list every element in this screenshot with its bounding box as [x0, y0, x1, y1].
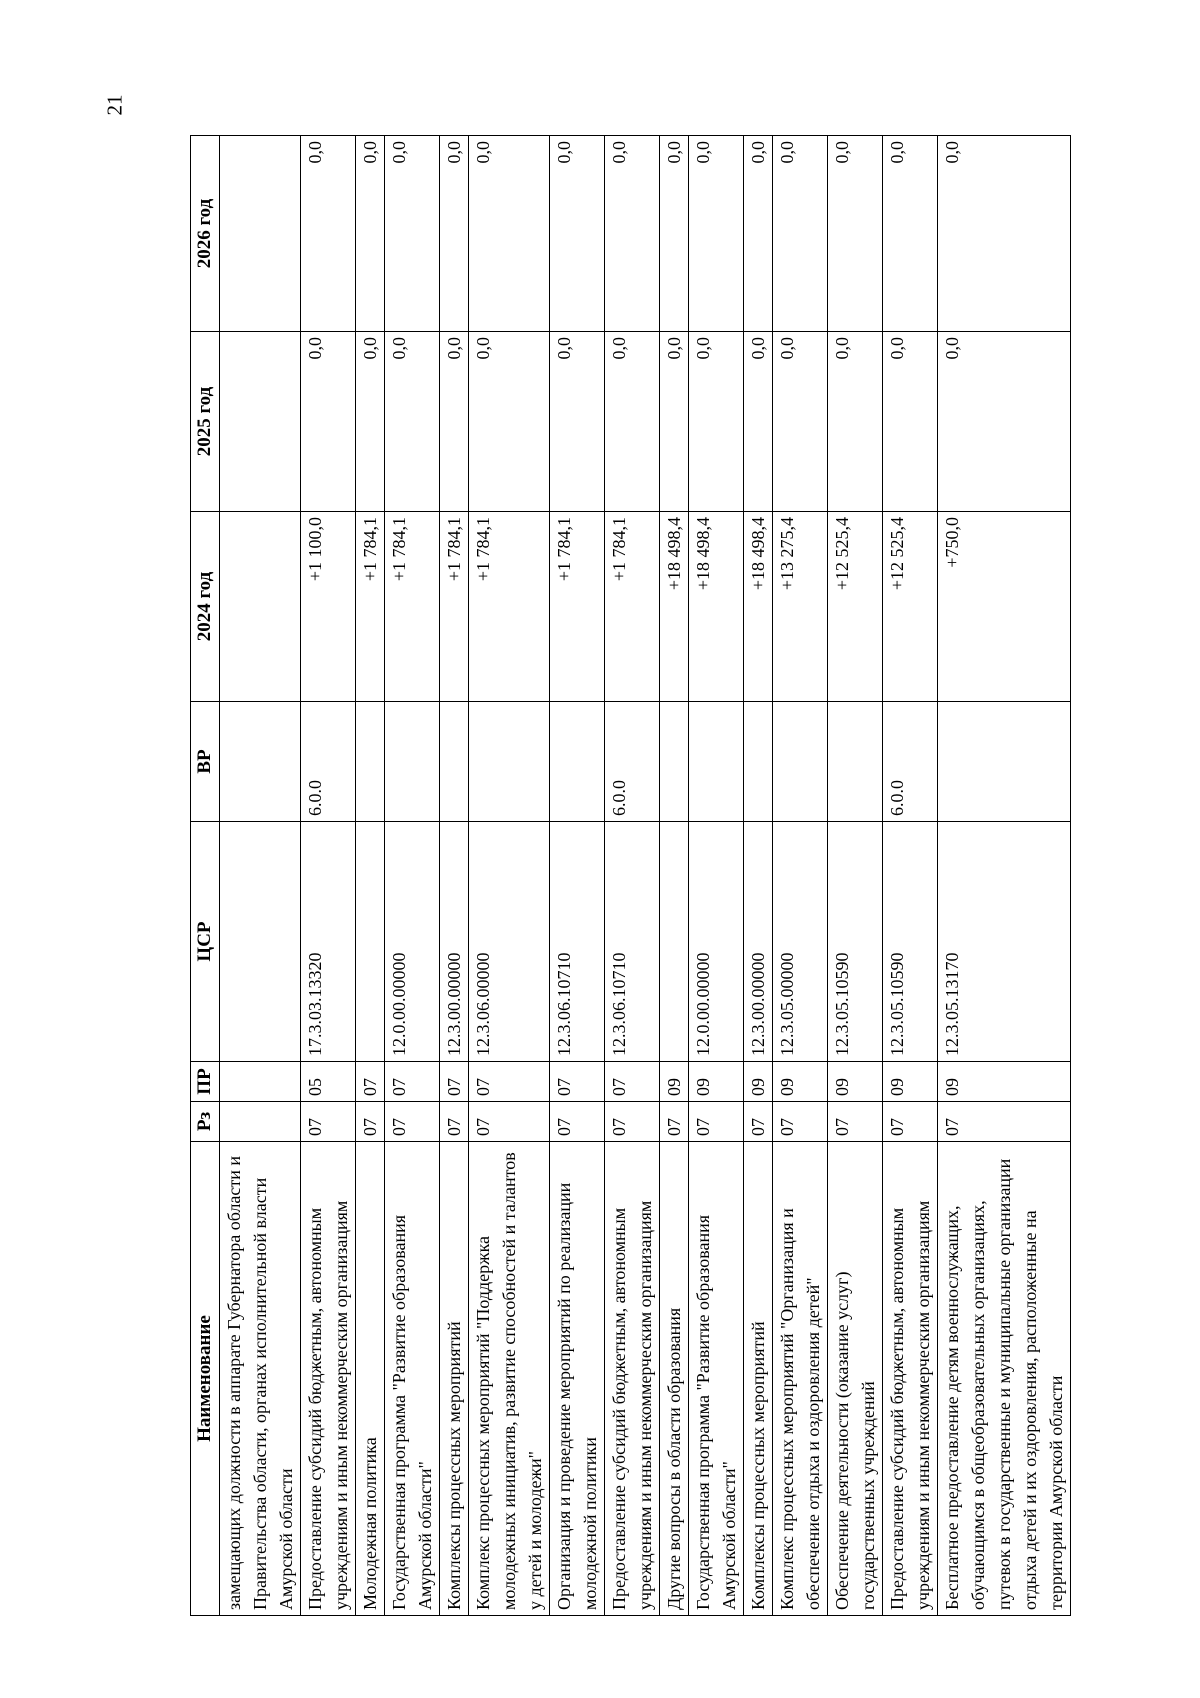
row-2026-cell: [220, 136, 301, 332]
row-rz-cell: 07: [469, 1102, 550, 1142]
row-2025-cell: 0,0: [469, 332, 550, 512]
row-csr-cell: [660, 822, 689, 1062]
row-2026-cell: 0,0: [828, 136, 883, 332]
row-rz-cell: [220, 1102, 301, 1142]
row-2024-cell: +18 498,4: [660, 512, 689, 702]
row-vr-cell: [773, 702, 828, 822]
row-2026-cell: 0,0: [385, 136, 440, 332]
row-rz-cell: 07: [356, 1102, 385, 1142]
row-vr-cell: [220, 702, 301, 822]
row-name-cell: Комплекс процессных мероприятий "Организация и обеспечение отдыха и оздоровления детей": [773, 1142, 828, 1616]
row-2024-cell: +18 498,4: [689, 512, 744, 702]
row-vr-cell: [440, 702, 469, 822]
row-2025-cell: 0,0: [550, 332, 605, 512]
row-name-cell: замещающих должности в аппарате Губернатора области и Правительства области, органах исполнительной власти Амурской области: [220, 1142, 301, 1616]
row-csr-cell: 12.3.06.10710: [550, 822, 605, 1062]
row-csr-cell: [220, 822, 301, 1062]
row-name-cell: Предоставление субсидий бюджетным, автономным учреждениям и иным некоммерческим организациям: [605, 1142, 660, 1616]
header-rz: Рз: [191, 1102, 220, 1142]
row-2026-cell: 0,0: [440, 136, 469, 332]
row-2025-cell: 0,0: [828, 332, 883, 512]
row-2024-cell: +12 525,4: [883, 512, 938, 702]
row-csr-cell: 12.3.06.00000: [469, 822, 550, 1062]
row-name-cell: Обеспечение деятельности (оказание услуг) государственных учреждений: [828, 1142, 883, 1616]
row-2026-cell: 0,0: [938, 136, 1071, 332]
row-2026-cell: 0,0: [605, 136, 660, 332]
row-name-cell: Комплексы процессных мероприятий: [744, 1142, 773, 1616]
row-pr-cell: 07: [385, 1062, 440, 1102]
row-pr-cell: 09: [744, 1062, 773, 1102]
row-name-cell: Бесплатное предоставление детям военнослужащих, обучающимся в общеобразовательных организациях, путевок в государственные и муниципальные организации отдыха детей и их оздоровления, расположенные на территории Амурской области: [938, 1142, 1071, 1616]
header-csr: ЦСР: [191, 822, 220, 1062]
row-2025-cell: 0,0: [385, 332, 440, 512]
row-csr-cell: 12.0.00.00000: [689, 822, 744, 1062]
row-name-cell: Государственная программа "Развитие образования Амурской области": [385, 1142, 440, 1616]
row-2025-cell: 0,0: [744, 332, 773, 512]
row-2026-cell: 0,0: [301, 136, 356, 332]
row-2026-cell: 0,0: [689, 136, 744, 332]
row-name-cell: Другие вопросы в области образования: [660, 1142, 689, 1616]
row-vr-cell: [356, 702, 385, 822]
row-vr-cell: [744, 702, 773, 822]
row-2026-cell: 0,0: [356, 136, 385, 332]
row-csr-cell: 12.3.00.00000: [744, 822, 773, 1062]
row-2026-cell: 0,0: [773, 136, 828, 332]
row-2026-cell: 0,0: [469, 136, 550, 332]
row-2024-cell: +1 784,1: [356, 512, 385, 702]
table-row: [356, 136, 385, 1616]
row-2024-cell: +1 784,1: [440, 512, 469, 702]
row-2025-cell: 0,0: [440, 332, 469, 512]
table-row: [689, 136, 744, 1616]
table-body: [220, 136, 1071, 1616]
table-row: [385, 136, 440, 1616]
row-rz-cell: 07: [828, 1102, 883, 1142]
budget-table-frame: [190, 136, 1066, 1616]
row-csr-cell: 12.0.00.00000: [385, 822, 440, 1062]
page-number: 21: [102, 94, 126, 116]
row-vr-cell: [689, 702, 744, 822]
row-2025-cell: 0,0: [689, 332, 744, 512]
row-2024-cell: +1 784,1: [469, 512, 550, 702]
table-row: [605, 136, 660, 1616]
row-csr-cell: 12.3.06.10710: [605, 822, 660, 1062]
table-row: [773, 136, 828, 1616]
row-vr-cell: 6.0.0: [605, 702, 660, 822]
row-name-cell: Предоставление субсидий бюджетным, автономным учреждениям и иным некоммерческим организациям: [883, 1142, 938, 1616]
row-csr-cell: 12.3.00.00000: [440, 822, 469, 1062]
row-name-cell: Предоставление субсидий бюджетным, автономным учреждениям и иным некоммерческим организациям: [301, 1142, 356, 1616]
table-row: [220, 136, 301, 1616]
row-pr-cell: 09: [773, 1062, 828, 1102]
row-vr-cell: 6.0.0: [883, 702, 938, 822]
header-2025: 2025 год: [191, 332, 220, 512]
table-row: [744, 136, 773, 1616]
header-vr: ВР: [191, 702, 220, 822]
row-2025-cell: 0,0: [938, 332, 1071, 512]
row-pr-cell: 07: [550, 1062, 605, 1102]
table-row: [301, 136, 356, 1616]
row-pr-cell: 09: [883, 1062, 938, 1102]
row-2026-cell: 0,0: [660, 136, 689, 332]
table-row: [883, 136, 938, 1616]
header-name: Наименование: [191, 1142, 220, 1616]
row-csr-cell: [356, 822, 385, 1062]
row-2025-cell: 0,0: [773, 332, 828, 512]
row-rz-cell: 07: [660, 1102, 689, 1142]
row-pr-cell: 09: [938, 1062, 1071, 1102]
row-rz-cell: 07: [883, 1102, 938, 1142]
row-vr-cell: [385, 702, 440, 822]
table-row: [828, 136, 883, 1616]
table-row: [440, 136, 469, 1616]
row-2024-cell: +18 498,4: [744, 512, 773, 702]
table-header-row: [191, 136, 220, 1616]
row-pr-cell: 09: [689, 1062, 744, 1102]
row-pr-cell: 07: [469, 1062, 550, 1102]
row-2024-cell: [220, 512, 301, 702]
header-pr: ПР: [191, 1062, 220, 1102]
row-rz-cell: 07: [773, 1102, 828, 1142]
row-vr-cell: 6.0.0: [301, 702, 356, 822]
row-2024-cell: +1 784,1: [605, 512, 660, 702]
row-2025-cell: 0,0: [301, 332, 356, 512]
row-2025-cell: 0,0: [605, 332, 660, 512]
row-2025-cell: [220, 332, 301, 512]
row-2025-cell: 0,0: [356, 332, 385, 512]
row-2024-cell: +1 784,1: [385, 512, 440, 702]
header-2024: 2024 год: [191, 512, 220, 702]
row-csr-cell: 12.3.05.10590: [828, 822, 883, 1062]
row-pr-cell: 07: [440, 1062, 469, 1102]
row-vr-cell: [550, 702, 605, 822]
row-2026-cell: 0,0: [550, 136, 605, 332]
row-2026-cell: 0,0: [744, 136, 773, 332]
row-2025-cell: 0,0: [660, 332, 689, 512]
row-csr-cell: 12.3.05.10590: [883, 822, 938, 1062]
row-2025-cell: 0,0: [883, 332, 938, 512]
row-rz-cell: 07: [550, 1102, 605, 1142]
row-csr-cell: 17.3.03.13320: [301, 822, 356, 1062]
table-row: [469, 136, 550, 1616]
row-pr-cell: 09: [828, 1062, 883, 1102]
row-rz-cell: 07: [440, 1102, 469, 1142]
table-row: [938, 136, 1071, 1616]
row-2024-cell: +750,0: [938, 512, 1071, 702]
row-rz-cell: 07: [938, 1102, 1071, 1142]
row-name-cell: Молодежная политика: [356, 1142, 385, 1616]
row-rz-cell: 07: [385, 1102, 440, 1142]
row-pr-cell: 07: [356, 1062, 385, 1102]
table-row: [660, 136, 689, 1616]
row-csr-cell: 12.3.05.00000: [773, 822, 828, 1062]
row-vr-cell: [828, 702, 883, 822]
row-pr-cell: [220, 1062, 301, 1102]
row-rz-cell: 07: [605, 1102, 660, 1142]
row-2024-cell: +12 525,4: [828, 512, 883, 702]
row-pr-cell: 05: [301, 1062, 356, 1102]
row-rz-cell: 07: [301, 1102, 356, 1142]
row-rz-cell: 07: [744, 1102, 773, 1142]
row-pr-cell: 09: [660, 1062, 689, 1102]
row-vr-cell: [469, 702, 550, 822]
row-2026-cell: 0,0: [883, 136, 938, 332]
row-rz-cell: 07: [689, 1102, 744, 1142]
row-name-cell: Комплекс процессных мероприятий "Поддержка молодежных инициатив, развитие способностей и талантов у детей и молодежи": [469, 1142, 550, 1616]
row-2024-cell: +1 784,1: [550, 512, 605, 702]
row-pr-cell: 07: [605, 1062, 660, 1102]
table-row: [550, 136, 605, 1616]
budget-table: [190, 135, 1071, 1616]
row-2024-cell: +1 100,0: [301, 512, 356, 702]
row-csr-cell: 12.3.05.13170: [938, 822, 1071, 1062]
row-name-cell: Государственная программа "Развитие образования Амурской области": [689, 1142, 744, 1616]
row-name-cell: Организация и проведение мероприятий по реализации молодежной политики: [550, 1142, 605, 1616]
row-vr-cell: [938, 702, 1071, 822]
row-vr-cell: [660, 702, 689, 822]
header-2026: 2026 год: [191, 136, 220, 332]
row-name-cell: Комплексы процессных мероприятий: [440, 1142, 469, 1616]
row-2024-cell: +13 275,4: [773, 512, 828, 702]
